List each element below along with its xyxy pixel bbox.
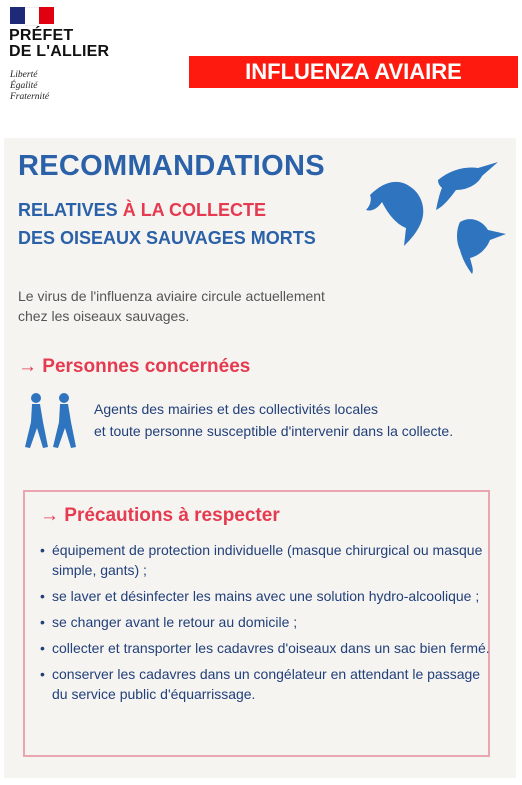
subtitle-part-a: RELATIVES bbox=[18, 200, 123, 220]
prefet-line2: DE L'ALLIER bbox=[9, 43, 110, 60]
intro-text bbox=[18, 286, 325, 326]
people-text-line2: et toute personne susceptible d'intervenir dans la collecte. bbox=[94, 423, 454, 439]
republic-flag-logo bbox=[10, 7, 54, 24]
prefecture-name bbox=[9, 28, 109, 60]
poster-subtitle bbox=[18, 196, 316, 252]
bird-right-icon bbox=[457, 219, 506, 274]
list-item: • équipement de protection individuelle (masque chirurgical ou masque simple, gants) ; bbox=[40, 540, 490, 580]
section-people-title: → Personnes concernées bbox=[18, 356, 251, 377]
section-precautions-title: → Précautions à respecter bbox=[40, 505, 280, 526]
people-walking-icon bbox=[22, 392, 80, 450]
precautions-list bbox=[40, 540, 490, 710]
motto-fraternite: Fraternité bbox=[10, 92, 50, 102]
list-item: • se changer avant le retour au domicile ; bbox=[40, 612, 490, 632]
bird-top-icon bbox=[436, 162, 498, 210]
motto-liberte: Liberté bbox=[10, 70, 38, 80]
list-item: • conserver les cadavres dans un congélateur en attendant le passage du service public d'équarrissage. bbox=[40, 664, 490, 704]
subtitle-part-b: À LA COLLECTE bbox=[122, 200, 267, 220]
people-text-line1: Agents des mairies et des collectivités locales bbox=[94, 401, 379, 417]
prefet-line1: PRÉFET bbox=[9, 27, 74, 44]
bird-left-icon bbox=[366, 182, 423, 246]
republic-motto bbox=[10, 70, 49, 103]
alert-banner: INFLUENZA AVIAIRE bbox=[189, 56, 518, 88]
intro-line1: Le virus de l'influenza aviaire circule actuellement bbox=[18, 288, 325, 304]
list-item: • collecter et transporter les cadavres d'oiseaux dans un sac bien fermé. bbox=[40, 638, 490, 658]
poster-title: RECOMMANDATIONS bbox=[18, 150, 325, 182]
birds-illustration bbox=[360, 150, 510, 275]
list-item: • se laver et désinfecter les mains avec une solution hydro-alcoolique ; bbox=[40, 586, 490, 606]
motto-egalite: Égalité bbox=[10, 81, 38, 91]
subtitle-line2: DES OISEAUX SAUVAGES MORTS bbox=[18, 228, 316, 248]
intro-line2: chez les oiseaux sauvages. bbox=[18, 308, 190, 324]
people-concerned-text bbox=[94, 398, 453, 442]
